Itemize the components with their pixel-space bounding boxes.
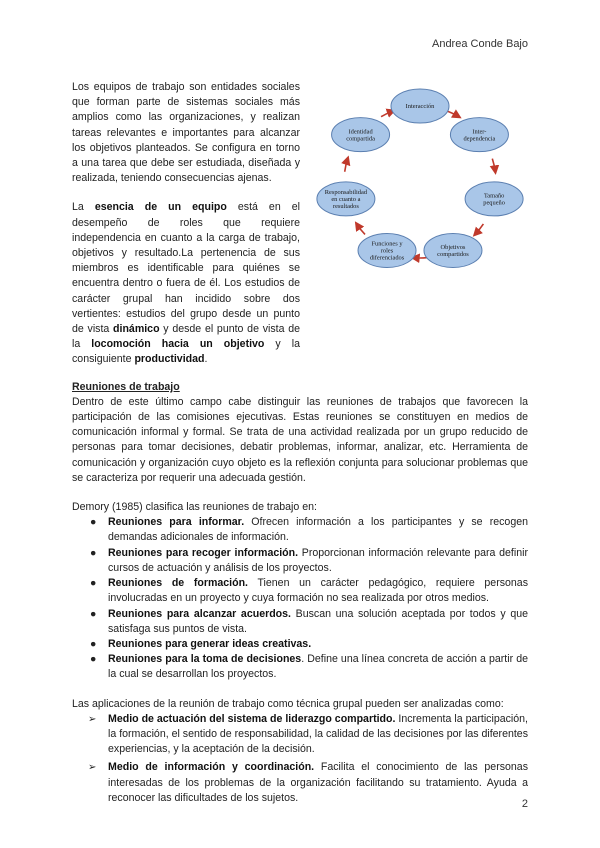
meeting-type-item-title: Reuniones para recoger información. xyxy=(108,546,299,559)
diagram-node xyxy=(424,233,482,267)
meeting-type-item xyxy=(72,546,528,576)
intro-paragraph: Los equipos de trabajo son entidades sociales que forman parte de sistemas sociales más amplios como las organizaciones, y realizan tareas relevantes e importantes para alcanzar los objetivos planteados. Se configura en torno a una tarea que debe ser estudiada, diseñada y realizada, teniendo consecuencias ajenas. xyxy=(72,81,300,185)
meeting-type-bullet-icon: ● xyxy=(90,653,97,666)
meetings-paragraph: Dentro de este último campo cabe distinguir las reuniones de trabajos que favorecen la participación de las comisiones ejecutivas. Estas reuniones se constituyen en medios de comunicación informal y formal. Se trata de una actividad realizada por un grupo reducido de personas para tomar decisiones, debatir problemas, informar, analizar, etc. Herramienta de comunicación y organización cuyo objeto es la reflexión conjunta para solucionar problemas que se caracteriza por requerir una adecuada gestión. xyxy=(72,395,528,484)
application-item-title: Medio de actuación del sistema de liderazgo compartido. xyxy=(108,712,396,725)
essence-text-2: está en el desempeño de roles que requiere independencia en cuanto a la carga de trabajo, objetivos y resultado.La pertenencia de sus miembros es identificable para quiénes se encuentra dentro o fuera de él. Los estudios de carácter grupal han incidido sobre dos vertientes: estudios del grupo desde un punto de vista xyxy=(72,201,301,336)
classify-intro: Demory (1985) clasifica las reuniones de trabajo en: xyxy=(72,501,317,514)
diagram-node-label: Inter-dependencia xyxy=(463,128,496,143)
diagram-arrow xyxy=(492,159,495,172)
essence-bold-3: locomoción hacia un objetivo xyxy=(91,338,265,351)
application-bullet-icon: ➢ xyxy=(88,762,97,774)
application-item-text: Incrementa la participación, la formación, el sentido de responsabilidad, la calidad de las decisiones por las diferentes experiencias, y la aceptación de la decisión. xyxy=(108,712,528,756)
meeting-type-item-title: Reuniones para alcanzar acuerdos. xyxy=(108,607,291,620)
essence-bold-2: dinámico xyxy=(113,323,160,336)
diagram-node-label: Funciones y roles diferenciados xyxy=(369,240,405,262)
meeting-type-item xyxy=(72,576,528,606)
essence-bold-1: esencia de un equipo xyxy=(94,201,227,214)
meeting-type-item xyxy=(72,637,528,652)
application-bullet-icon: ➢ xyxy=(88,713,97,725)
header-author: Andrea Conde Bajo xyxy=(431,38,528,50)
essence-bold-4: productividad xyxy=(134,353,205,366)
essence-paragraph xyxy=(72,200,300,367)
meeting-type-bullet-icon: ● xyxy=(90,577,97,590)
page-number: 2 xyxy=(521,798,528,810)
team-characteristics-diagram xyxy=(310,78,530,280)
essence-text-4: y la consiguiente xyxy=(72,338,300,366)
application-item xyxy=(72,712,528,758)
meeting-type-item-text: Tienen un carácter pedagógico, requiere personas involucradas en un proyecto y cuya formación no sea realizada por otros medios. xyxy=(108,577,528,605)
meeting-type-item-title: Reuniones para la toma de decisiones xyxy=(108,653,302,666)
diagram-arrow xyxy=(345,159,348,172)
section-title: Reuniones de trabajo xyxy=(72,380,180,393)
meeting-type-bullet-icon: ● xyxy=(90,516,97,529)
diagram-node-label: Interacción xyxy=(405,103,435,111)
intro-section xyxy=(72,80,528,368)
diagram-arrow xyxy=(357,224,365,235)
meeting-type-bullet-icon: ● xyxy=(90,607,97,620)
meeting-type-bullet-icon: ● xyxy=(90,546,97,559)
applications-list xyxy=(72,712,528,806)
meeting-type-item xyxy=(72,607,528,637)
meeting-type-item xyxy=(72,652,528,682)
diagram-node xyxy=(317,182,375,216)
meeting-types-list xyxy=(72,515,528,682)
diagram-node-label: Responsabilidad en cuanto a resultados xyxy=(324,189,368,211)
meeting-type-item-text: Proporcionan información relevante para definir cursos de actuación y análisis de los proyectos. xyxy=(108,546,528,574)
diagram-arrow xyxy=(447,111,459,117)
application-item xyxy=(72,760,528,806)
diagram-arrow xyxy=(475,224,483,235)
meeting-type-item-title: Reuniones de formación. xyxy=(108,577,248,590)
diagram-node xyxy=(332,118,390,152)
diagram-node xyxy=(358,233,416,267)
essence-text-1: La xyxy=(72,201,95,214)
diagram-node-label: Objetivos compartidos xyxy=(437,244,469,259)
diagram-node xyxy=(391,89,449,123)
diagram-node-label: Tamaño pequeño xyxy=(483,192,505,207)
application-item-text: Facilita el conocimiento de las personas interesadas de los problemas de la organización facilitando su tratamiento. Ayuda a reconocer las dificultades de los sujetos. xyxy=(108,761,528,804)
applications-intro: Las aplicaciones de la reunión de trabajo como técnica grupal pueden ser analizadas como: xyxy=(72,697,504,710)
essence-text-5: . xyxy=(204,353,208,366)
diagram-arrow xyxy=(381,111,393,117)
essence-text-3: y desde el punto de vista de la xyxy=(72,323,300,351)
diagram-node xyxy=(450,118,508,152)
diagram-node-label: Identidad compartida xyxy=(346,128,375,143)
meeting-type-item-text: . Define una línea concreta de acción a partir de la cual se desarrollan los proyectos. xyxy=(108,653,528,681)
page-content xyxy=(72,80,528,809)
meeting-type-bullet-icon: ● xyxy=(90,637,97,650)
diagram-node xyxy=(465,182,523,216)
meeting-type-item-title: Reuniones para informar. xyxy=(108,516,245,529)
diagram-nodes xyxy=(317,89,523,267)
meeting-type-item xyxy=(72,515,528,545)
application-item-title: Medio de información y coordinación. xyxy=(108,761,315,774)
meeting-type-item-title: Reuniones para generar ideas creativas. xyxy=(108,637,312,650)
meeting-type-item-text: Buscan una solución aceptada por todos y que satisfaga sus puntos de vista. xyxy=(108,607,528,635)
meeting-type-item-text: Ofrecen información a los participantes y se recogen demandas adicionales de información. xyxy=(108,516,529,544)
